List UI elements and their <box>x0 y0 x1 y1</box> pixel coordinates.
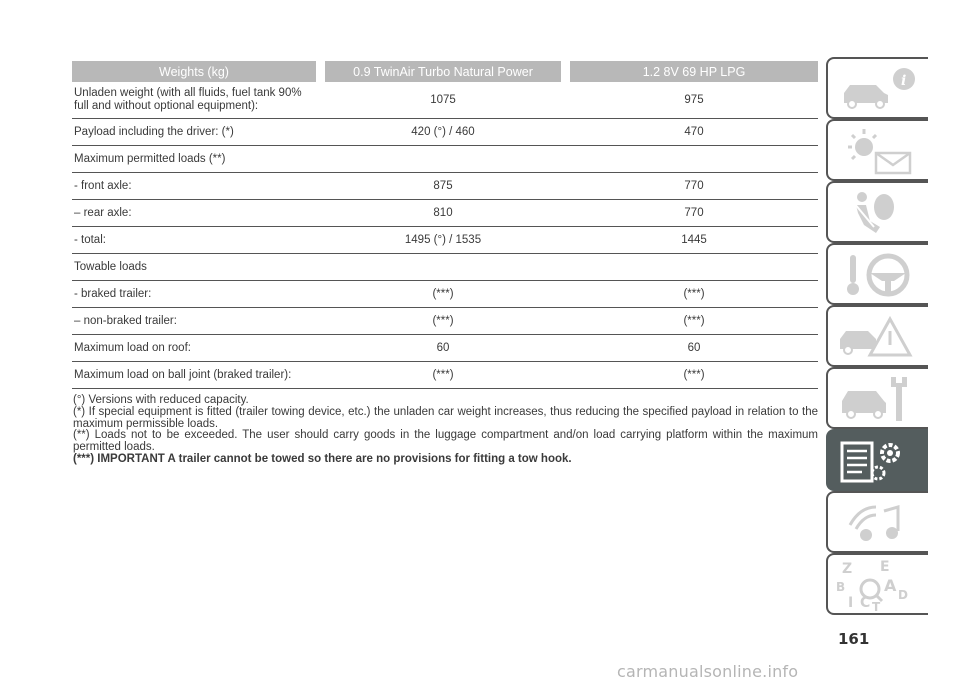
tab-car-info[interactable] <box>826 57 928 119</box>
row-value-lpg: 770 <box>570 172 818 199</box>
row-label: - braked trailer: <box>72 280 316 307</box>
row-value-lpg: (***) <box>570 361 818 388</box>
row-value-lpg: (***) <box>570 307 818 334</box>
row-value-twinair: 1075 <box>325 82 561 118</box>
header-weights: Weights (kg) <box>72 61 316 82</box>
tab-safety[interactable] <box>826 181 928 243</box>
tab-maintenance[interactable] <box>826 367 928 429</box>
header-gap <box>561 61 570 82</box>
starting-driving-icon <box>836 249 922 301</box>
footnote-important-tow: (***) IMPORTANT A trailer cannot be towed so there are no provisions for fitting a tow hook. <box>73 452 572 465</box>
row-value-twinair <box>325 145 561 172</box>
table-row <box>72 361 818 388</box>
svg-text:E: E <box>880 559 890 575</box>
car-info-icon <box>836 63 922 115</box>
row-value-twinair: 875 <box>325 172 561 199</box>
tab-emergency[interactable] <box>826 305 928 367</box>
svg-text:i: i <box>901 73 907 89</box>
table-row <box>72 172 818 199</box>
row-value-lpg: 770 <box>570 199 818 226</box>
row-label: – non-braked trailer: <box>72 307 316 334</box>
footnotes <box>73 395 818 466</box>
header-lpg: 1.2 8V 69 HP LPG <box>570 61 818 82</box>
row-label <box>72 82 316 118</box>
footnote-reduced-capacity: (°) Versions with reduced capacity. <box>73 394 249 406</box>
row-value-lpg <box>570 253 818 280</box>
table-row <box>72 307 818 334</box>
footnote-loads: (**) Loads not to be exceeded. The user should carry goods in the luggage compartment and/on load carrying platform within the maximum permitted loads. <box>73 429 818 454</box>
table-row <box>72 82 818 118</box>
table-row <box>72 253 818 280</box>
row-label: Maximum permitted loads (**) <box>72 145 316 172</box>
table-row <box>72 145 818 172</box>
row-value-lpg: 975 <box>570 82 818 118</box>
maintenance-icon <box>836 373 922 425</box>
tab-starting-driving[interactable] <box>826 243 928 305</box>
row-value-lpg: (***) <box>570 280 818 307</box>
row-value-twinair <box>325 253 561 280</box>
tab-technical-data[interactable] <box>826 429 928 491</box>
row-value-twinair: 810 <box>325 199 561 226</box>
row-label-line1: Unladen weight (with all fluids, fuel tank 90% <box>74 86 302 99</box>
svg-text:A: A <box>884 576 897 595</box>
warning-lights-icon <box>836 125 922 177</box>
safety-airbag-icon <box>836 187 922 239</box>
index-icon <box>836 559 922 611</box>
header-twinair: 0.9 TwinAir Turbo Natural Power <box>325 61 561 82</box>
weights-table <box>72 61 818 389</box>
row-value-lpg: 1445 <box>570 226 818 253</box>
table-header-row <box>72 61 818 82</box>
row-value-twinair: (***) <box>325 307 561 334</box>
row-label: Maximum load on roof: <box>72 334 316 361</box>
svg-text:D: D <box>898 588 908 602</box>
table-row <box>72 226 818 253</box>
svg-text:T: T <box>872 600 881 611</box>
multimedia-icon <box>836 497 922 549</box>
svg-text:B: B <box>836 580 846 594</box>
svg-text:I: I <box>848 595 854 611</box>
row-value-twinair: 420 (°) / 460 <box>325 118 561 145</box>
row-value-twinair: (***) <box>325 280 561 307</box>
row-label: Payload including the driver: (*) <box>72 118 316 145</box>
table-row <box>72 118 818 145</box>
row-label: Towable loads <box>72 253 316 280</box>
row-label-line2: full and without optional equipment): <box>74 99 259 112</box>
tab-multimedia[interactable] <box>826 491 928 553</box>
technical-data-icon <box>836 435 922 487</box>
watermark: carmanualsonline.info <box>617 662 799 681</box>
row-value-twinair: 1495 (°) / 1535 <box>325 226 561 253</box>
row-value-lpg <box>570 145 818 172</box>
row-value-lpg: 60 <box>570 334 818 361</box>
row-value-twinair: 60 <box>325 334 561 361</box>
table-row <box>72 199 818 226</box>
row-value-twinair: (***) <box>325 361 561 388</box>
row-label: – rear axle: <box>72 199 316 226</box>
row-value-lpg: 470 <box>570 118 818 145</box>
table-row <box>72 280 818 307</box>
row-label: - front axle: <box>72 172 316 199</box>
tab-warning-lights[interactable] <box>826 119 928 181</box>
row-label: - total: <box>72 226 316 253</box>
svg-text:Z: Z <box>842 561 853 577</box>
svg-text:C: C <box>860 595 871 611</box>
emergency-icon <box>836 311 922 363</box>
tab-index[interactable] <box>826 553 928 615</box>
header-gap <box>316 61 325 82</box>
table-row <box>72 334 818 361</box>
row-label: Maximum load on ball joint (braked trailer): <box>72 361 316 388</box>
page-number: 161 <box>838 630 870 648</box>
footnote-special-equipment: (*) If special equipment is fitted (trailer towing device, etc.) the unladen car weight increases, thus reducing the specified payload in relation to the maximum permissible loads. <box>73 405 818 430</box>
